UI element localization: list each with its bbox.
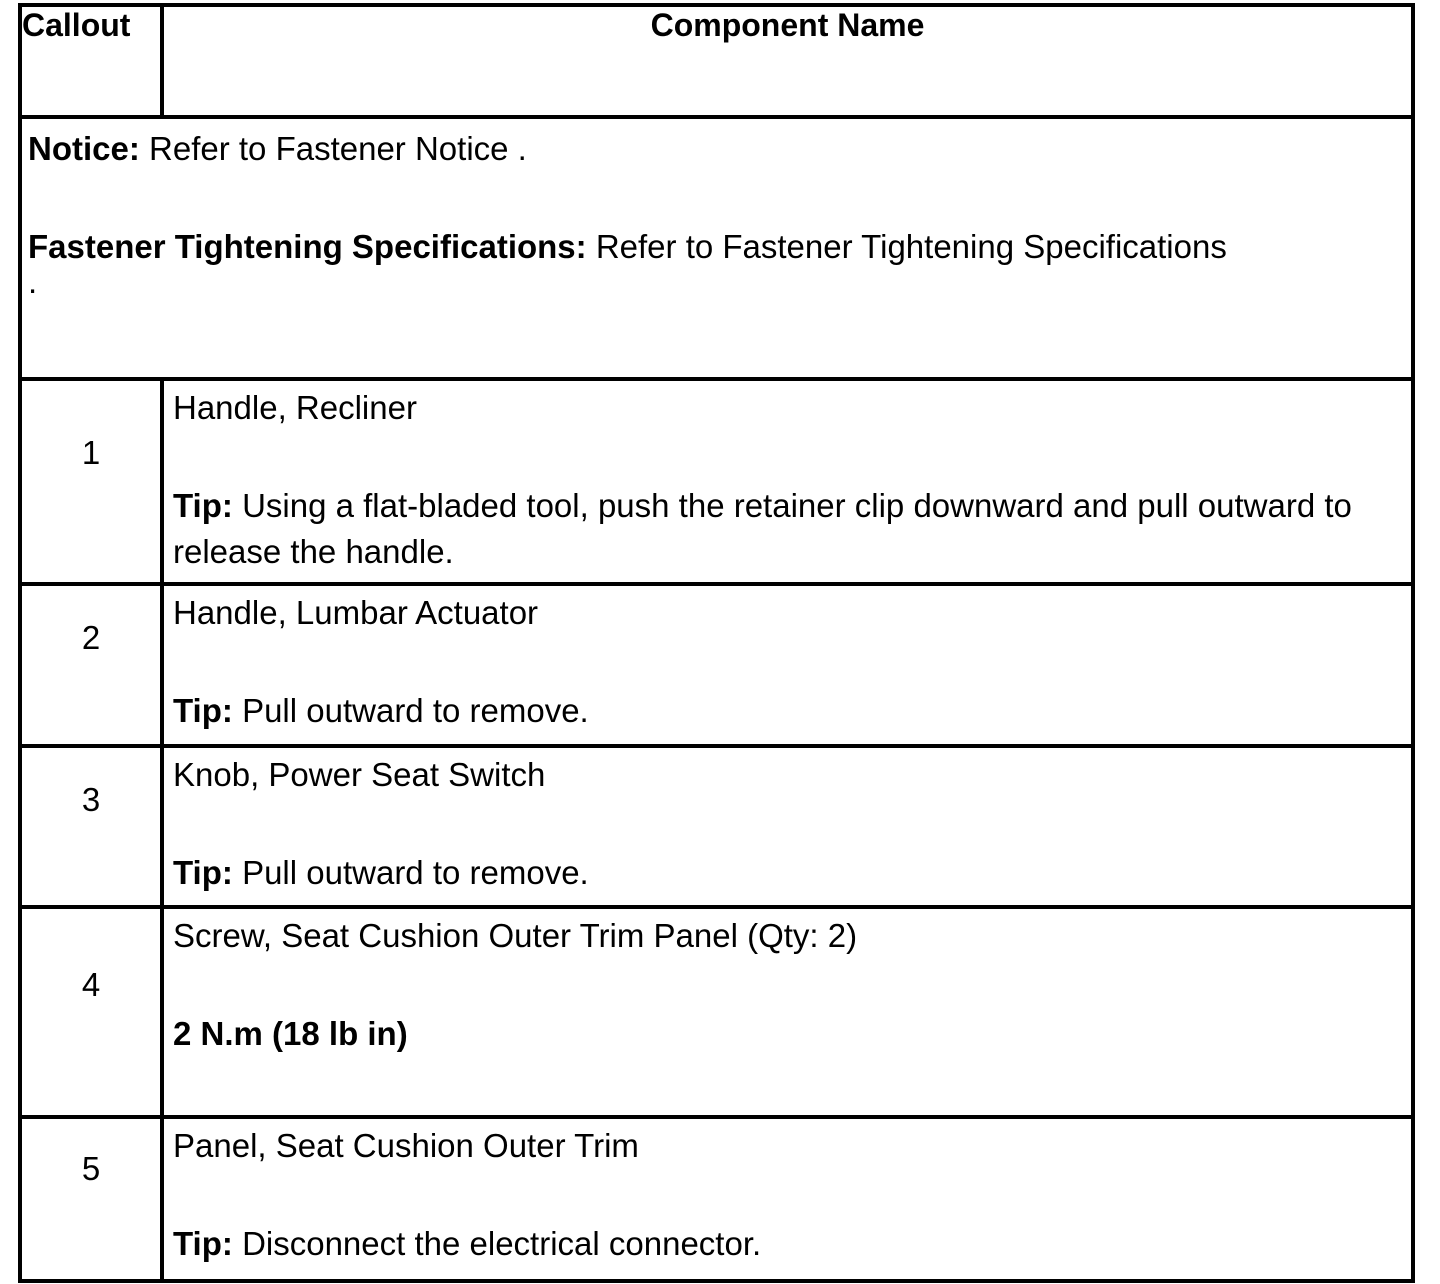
table-row	[20, 379, 1413, 584]
callout-number: 1	[81, 434, 101, 471]
notice-link-text[interactable]: Refer to Fastener Notice .	[149, 130, 527, 167]
notice-cell	[20, 117, 1413, 379]
fastener-spec-paragraph	[28, 227, 1405, 300]
torque-spec: 2 N.m (18 lb in)	[173, 1015, 408, 1052]
callout-cell	[20, 746, 162, 907]
component-name-column-header: Component Name	[162, 5, 1413, 117]
component-name: Knob, Power Seat Switch	[173, 756, 546, 793]
callout-cell	[20, 584, 162, 746]
callout-number: 2	[81, 619, 101, 656]
component-cell	[162, 379, 1413, 584]
component-table-frame	[18, 3, 1411, 1279]
component-name: Screw, Seat Cushion Outer Trim Panel (Qty: 2)	[173, 917, 858, 954]
tip-paragraph	[173, 850, 1401, 896]
tip-paragraph	[173, 688, 1401, 734]
table-row	[20, 746, 1413, 907]
component-cell	[162, 746, 1413, 907]
tip-paragraph	[173, 483, 1401, 575]
tip-label: Tip:	[173, 692, 233, 729]
tip-text: Disconnect the electrical connector.	[242, 1225, 762, 1262]
callout-cell	[20, 379, 162, 584]
callout-column-header: Callout	[20, 5, 162, 117]
notice-label: Notice:	[28, 130, 140, 167]
tip-label: Tip:	[173, 1225, 233, 1262]
tip-label: Tip:	[173, 854, 233, 891]
callout-number: 3	[81, 781, 101, 818]
tip-label: Tip:	[173, 487, 233, 524]
tip-text: Pull outward to remove.	[242, 854, 589, 891]
table-row	[20, 584, 1413, 746]
fastener-spec-link-text[interactable]: Refer to Fastener Tightening Specifications	[595, 228, 1227, 265]
tip-paragraph	[173, 1221, 1401, 1267]
component-table	[18, 3, 1415, 1283]
component-cell	[162, 1117, 1413, 1281]
component-name: Handle, Recliner	[173, 389, 417, 426]
callout-cell	[20, 1117, 162, 1281]
fastener-spec-label: Fastener Tightening Specifications:	[28, 228, 587, 265]
callout-number: 5	[81, 1150, 101, 1187]
component-name: Panel, Seat Cushion Outer Trim	[173, 1127, 639, 1164]
component-cell	[162, 907, 1413, 1117]
notice-row	[20, 117, 1413, 379]
tip-text: Using a flat-bladed tool, push the retainer clip downward and pull outward to release the handle.	[173, 487, 1352, 570]
notice-paragraph	[28, 129, 1405, 169]
table-row	[20, 1117, 1413, 1281]
component-name: Handle, Lumbar Actuator	[173, 594, 539, 631]
callout-cell	[20, 907, 162, 1117]
tip-text: Pull outward to remove.	[242, 692, 589, 729]
component-cell	[162, 584, 1413, 746]
table-header-row	[20, 5, 1413, 117]
fastener-spec-trailing: .	[28, 263, 38, 300]
callout-number: 4	[81, 966, 101, 1003]
table-row	[20, 907, 1413, 1117]
